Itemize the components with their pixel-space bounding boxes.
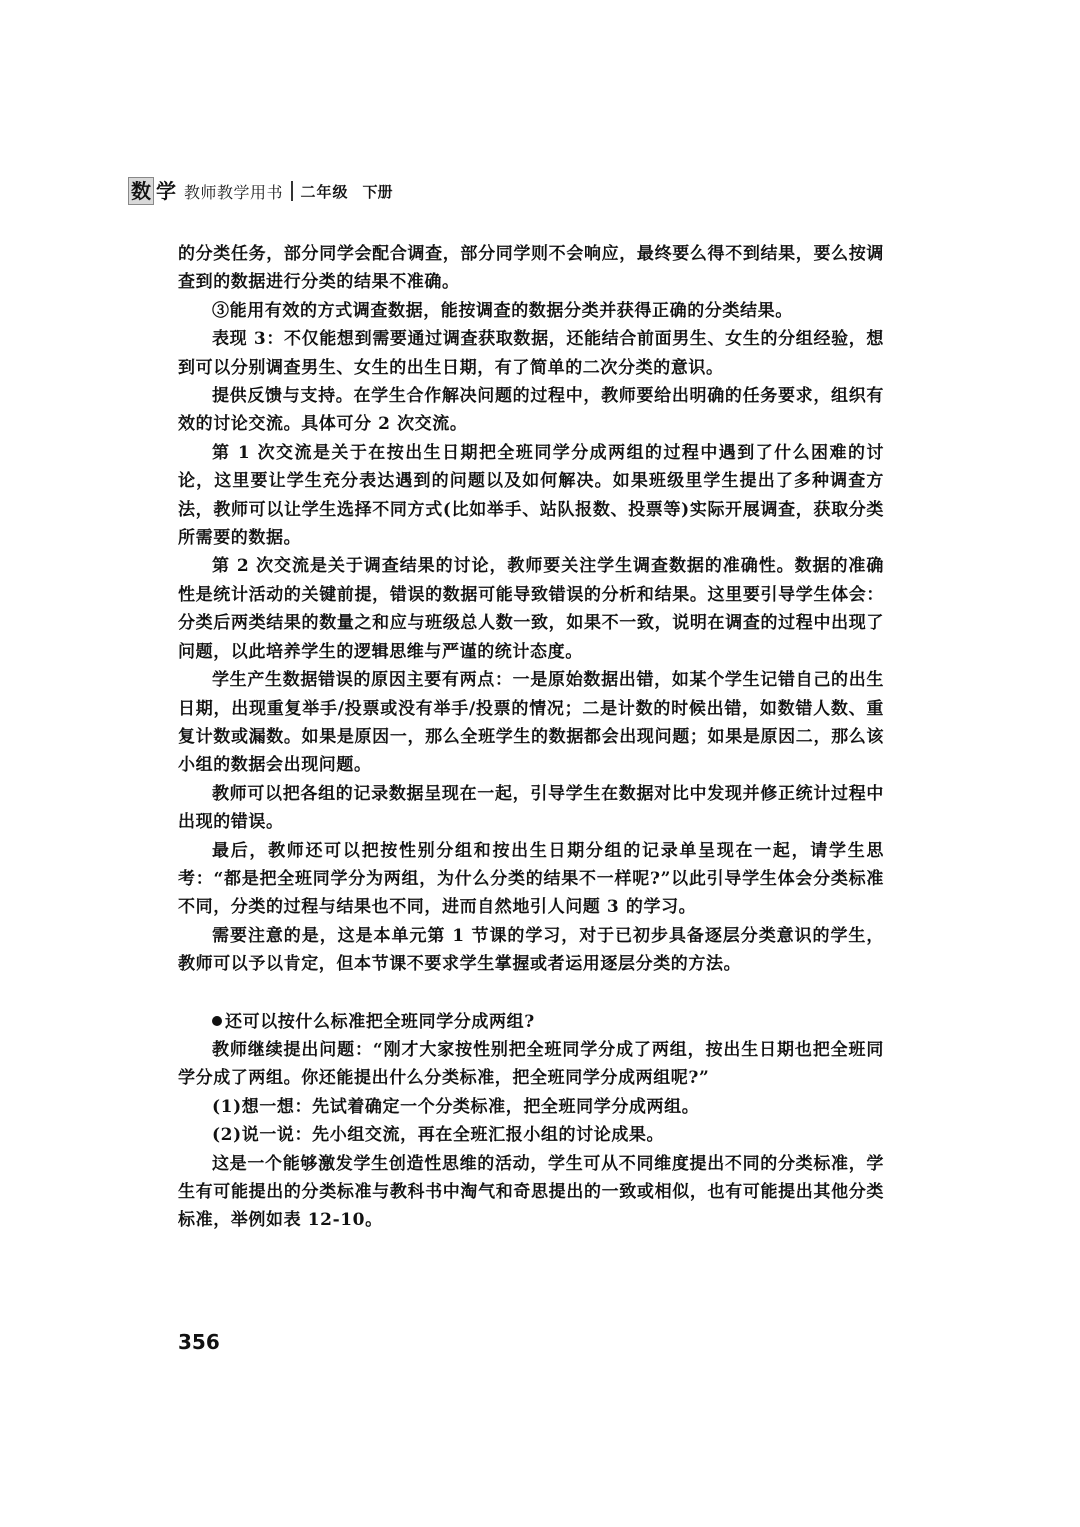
paragraph: 教师可以把各组的记录数据呈现在一起，引导学生在数据对比中发现并修正统计过程中出现的错误。	[178, 783, 884, 833]
volume-label: 下册	[362, 182, 393, 201]
bullet-dot-icon	[212, 1016, 222, 1026]
book-title: 教师教学用书	[184, 182, 284, 202]
grade-label: 二年级	[300, 182, 349, 201]
running-header	[128, 176, 393, 206]
paragraph: (1)想一想：先试着确定一个分类标准，把全班同学分成两组。	[212, 1096, 700, 1117]
subject-char-1: 数	[128, 177, 154, 205]
paragraph	[178, 382, 884, 439]
paragraph: 教师继续提出问题：“刚才大家按性别把全班同学分成了两组，按出生日期也把全班同学分成了两组。你还能提出什么分类标准，把全班同学分成两组呢?”	[178, 1039, 884, 1089]
paragraph: 学生产生数据错误的原因主要有两点：一是原始数据出错，如某个学生记错自己的出生日期，出现重复举手/投票或没有举手/投票的情况；二是计数的时候出错，如数错人数、重复计数或漏数。如果是原因一，那么全班学生的数据都会出现问题；如果是原因二，那么该小组的数据会出现问题。	[178, 670, 884, 776]
paragraph: 第 2 次交流是关于调查结果的讨论，教师要关注学生调查数据的准确性。数据的准确性是统计活动的关键前提，错误的数据可能导致错误的分析和结果。这里要引导学生体会：分类后两类结果的数量之和应与班级总人数一致，如果不一致，说明在调查的过程中出现了问题，以此培养学生的逻辑思维与严谨的统计态度。	[178, 556, 884, 662]
paragraph: 的分类任务，部分同学会配合调查，部分同学则不会响应，最终要么得不到结果，要么按调查到的数据进行分类的结果不准确。	[178, 244, 884, 293]
paragraph: 需要注意的是，这是本单元第 1 节课的学习，对于已初步具备逐层分类意识的学生，教师可以予以肯定，但本节课不要求学生掌握或者运用逐层分类的方法。	[178, 925, 884, 975]
subject-logo	[128, 177, 178, 205]
paragraph: ③能用有效的方式调查数据，能按调查的数据分类并获得正确的分类结果。	[212, 300, 793, 321]
section-heading-text: 还可以按什么标准把全班同学分成两组?	[225, 1011, 535, 1032]
section-heading	[178, 1008, 884, 1036]
section-gap	[178, 979, 884, 1008]
paragraph: 表现 3：不仅能想到需要通过调查获取数据，还能结合前面男生、女生的分组经验，想到可以分别调查男生、女生的出生日期，有了简单的二次分类的意识。	[178, 329, 884, 378]
paragraph-lead: 提供反馈与支持。	[212, 386, 354, 407]
paragraph: 这是一个能够激发学生创造性思维的活动，学生可从不同维度提出不同的分类标准，学生有可能提出的分类标准与教科书中淘气和奇思提出的一致或相似，也有可能提出其他分类标准，举例如表 12-10。	[178, 1153, 884, 1231]
subject-char-2: 学	[156, 179, 176, 203]
header-divider	[291, 181, 293, 201]
paragraph: 最后，教师还可以把按性别分组和按出生日期分组的记录单呈现在一起，请学生思考：“都是把全班同学分为两组，为什么分类的结果不一样呢?”以此引导学生体会分类标准不同，分类的过程与结果也不同，进而自然地引人问题 3 的学习。	[178, 840, 884, 918]
paragraph: 第 1 次交流是关于在按出生日期把全班同学分成两组的过程中遇到了什么困难的讨论，这里要让学生充分表达遇到的问题以及如何解决。如果班级里学生提出了多种调查方法，教师可以让学生选择不同方式(比如举手、站队报数、投票等)实际开展调查，获取分类所需要的数据。	[178, 442, 884, 549]
paragraph: (2)说一说：先小组交流，再在全班汇报小组的讨论成果。	[212, 1125, 665, 1146]
paragraph-text: 在学生合作解决问题的过程中，教师要给出明确的任务要求，组织有效的讨论交流。具体可分 2 次交流。	[178, 386, 884, 435]
page-number: 356	[178, 1330, 220, 1354]
page-body	[178, 240, 884, 1235]
